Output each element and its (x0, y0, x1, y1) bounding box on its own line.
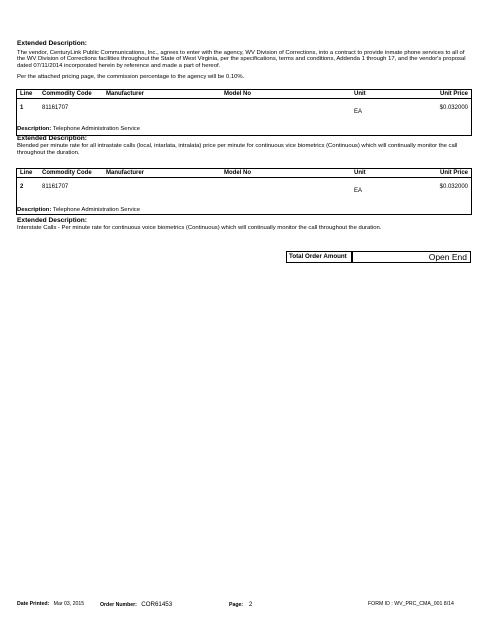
extended-description-body: Interstate Calls - Per minute rate for continuous voice biometrics (Continuous) which will continually monitor the call throughout the duration. (17, 225, 382, 232)
description-label: Description: (17, 207, 52, 213)
page-label: Page: (229, 602, 244, 608)
description-text: Telephone Administration Service (52, 207, 141, 213)
unit-price: $0.032000 (417, 99, 472, 136)
description-label: Description: (17, 126, 52, 132)
line-number: 1 (17, 99, 40, 136)
col-manufacturer-header: Manufacturer (103, 169, 221, 178)
col-commodity-header: Commodity Code (39, 90, 103, 99)
commission-note: Per the attached pricing page, the commission percentage to the agency will be 0.10%. (17, 74, 245, 81)
extended-description-section (17, 40, 472, 81)
date-printed-value: Mar 03, 2015 (53, 601, 85, 607)
col-price-header: Unit Price (417, 90, 472, 99)
col-unit-header: Unit (351, 90, 417, 99)
line-item-1-description (17, 126, 472, 156)
table-header-row (17, 90, 472, 99)
footer-order (100, 601, 172, 609)
unit-price: $0.032000 (417, 178, 472, 215)
col-price-header: Unit Price (417, 169, 472, 178)
table-header-row (17, 169, 472, 178)
description-text: Telephone Administration Service (52, 126, 141, 132)
col-unit-header: Unit (351, 169, 417, 178)
extended-description-heading: Extended Description: (17, 217, 87, 225)
extended-description-heading: Extended Description: (17, 135, 87, 143)
total-order-amount-label: Total Order Amount (286, 251, 352, 263)
col-manufacturer-header: Manufacturer (103, 90, 221, 99)
commodity-code: 81161707 (39, 178, 103, 215)
col-model-header: Model No (221, 169, 351, 178)
order-number-label: Order Number: (100, 602, 137, 608)
line-number: 2 (17, 178, 40, 215)
col-commodity-header: Commodity Code (39, 169, 103, 178)
col-line-header: Line (17, 169, 40, 178)
col-model-header: Model No (221, 90, 351, 99)
footer-page (229, 601, 252, 609)
total-order-amount-value: Open End (352, 251, 471, 263)
extended-description-body: The vendor, CenturyLink Public Communications, Inc., agrees to enter with the agency, WV Division of Corrections, into a contract to provide inmate phone services to all of the WV Division of Corrections facilities throughout the State of West Virginia, per the specifications, terms and conditions, Addenda 1 through 17, and the vendor's proposal dated 07/11/2014 incorporated herein by reference and made a part of hereof. (17, 50, 466, 69)
date-printed-label: Date Printed: (17, 601, 50, 607)
extended-description-body: Blended per minute rate for all intrastate calls (local, intarlata, intralata) price per minute for continuous vice biometrics (Continuous) which will continually monitor the call throughout the duration. (17, 143, 458, 156)
footer-date (17, 601, 84, 608)
order-number-value: COR61453 (141, 601, 173, 608)
page-number: 2 (248, 601, 253, 608)
extended-description-heading: Extended Description: (17, 40, 87, 47)
commodity-code: 81161707 (39, 99, 103, 136)
unit: EA (351, 99, 417, 136)
line-item-2-description (17, 207, 472, 232)
unit: EA (351, 178, 417, 215)
col-line-header: Line (17, 90, 40, 99)
form-id: FORM ID : WV_PRC_CMA_001 8/14 (368, 601, 454, 607)
